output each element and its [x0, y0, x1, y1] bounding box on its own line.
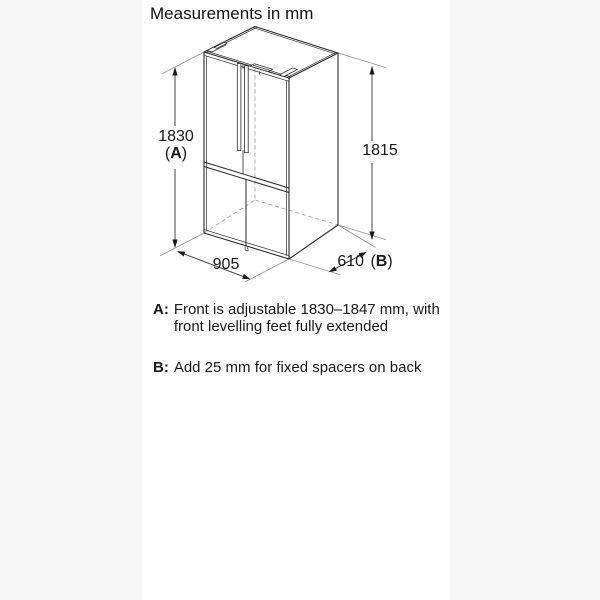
dim-ref-height-front: (A) [164, 145, 188, 162]
fridge-dimension-diagram [142, 0, 450, 600]
arrow-right [242, 274, 250, 279]
product-image-canvas [142, 0, 450, 600]
door-handles [237, 64, 248, 153]
ext-front-bottom-right [245, 259, 289, 282]
arrow-up [369, 66, 374, 75]
dim-value-height-back: 1815 [362, 142, 398, 159]
dim-label-height-back [356, 142, 404, 159]
levelling-foot [245, 246, 248, 251]
ext-top-left [162, 52, 204, 74]
ext-back-bottom-right-steep [338, 225, 376, 248]
extension-lines [160, 52, 386, 282]
dim-label-depth [322, 253, 408, 270]
dim-value-height-front: 1830 [158, 128, 194, 145]
handle-right-door [245, 66, 249, 153]
note-a [153, 301, 440, 335]
dim-label-width [201, 256, 251, 273]
note-b-text [174, 359, 422, 376]
dim-label-height-front [150, 128, 202, 162]
note-a-label: A: [153, 301, 169, 318]
note-b [153, 359, 421, 376]
handle-left-door [237, 64, 241, 151]
arrow-left [177, 251, 185, 256]
ext-back-bottom-right-shallow [338, 225, 386, 240]
note-b-label: B: [153, 359, 169, 376]
hidden-bottom-left-edge [204, 200, 255, 233]
note-a-text [174, 301, 440, 335]
note-a-line-1: Front is adjustable 1830–1847 mm, with [173, 301, 440, 318]
dim-ref-depth: (B) [370, 253, 393, 270]
ext-top-right [338, 53, 386, 68]
dim-value-width: 905 [212, 256, 240, 273]
note-a-line-2: front levelling feet fully extended [173, 318, 389, 335]
hidden-bottom-right-edge [255, 200, 338, 225]
note-b-line-1: Add 25 mm for fixed spacers on back [173, 359, 422, 376]
diagram-title: Measurements in mm [150, 4, 314, 23]
dim-value-depth: 610 [337, 253, 365, 270]
